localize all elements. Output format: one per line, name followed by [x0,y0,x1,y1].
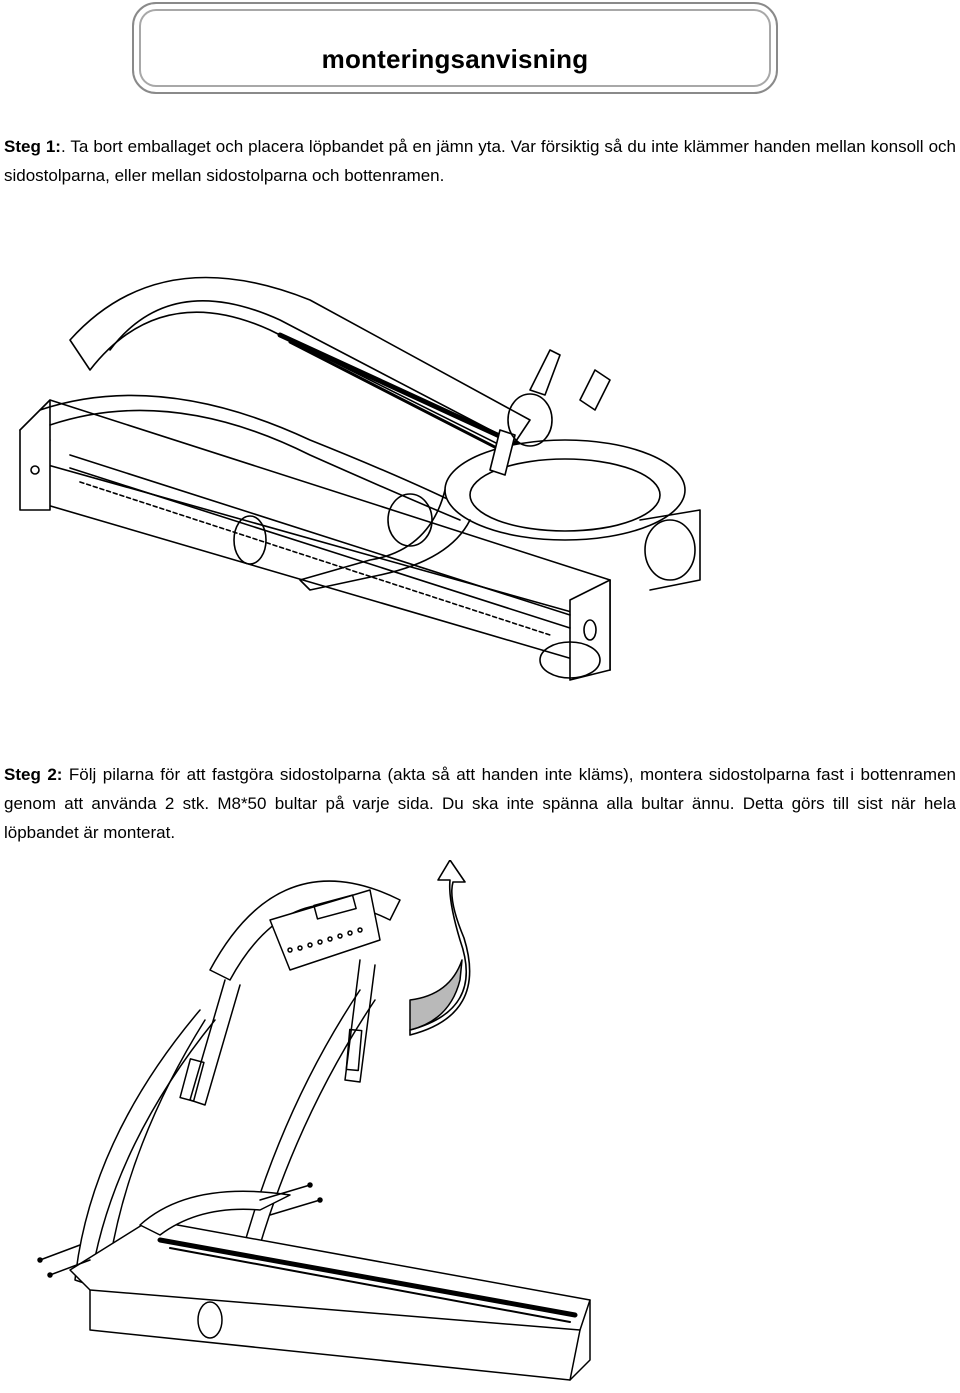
step-1-text: . Ta bort emballaget och placera löpbandet på en jämn yta. Var försiktig så du inte klämmer handen mellan konsoll och sidostolparna, eller mellan sidostolparna och bottenramen. [4,137,956,185]
step-1-paragraph [4,132,956,190]
page-title: monteringsanvisning [321,44,589,74]
title-box [132,2,778,94]
step-2-label: Steg 2: [4,765,63,784]
folded-treadmill-illustration [10,220,710,690]
step-1-label: Steg 1: [4,137,61,156]
step-2-text: Följ pilarna för att fastgöra sidostolparna (akta så att handen inte kläms), montera sidostolparna fast i bottenramen genom att använda 2 stk. M8*50 bultar på varje sida. Du ska inte spänna alla bultar ännu. Detta görs till sist när hela löpbandet är monterat. [4,765,956,842]
step-2-paragraph [4,760,956,847]
treadmill-upright-assembly-illustration [30,860,650,1385]
rotate-arrow-icon [410,860,470,1035]
